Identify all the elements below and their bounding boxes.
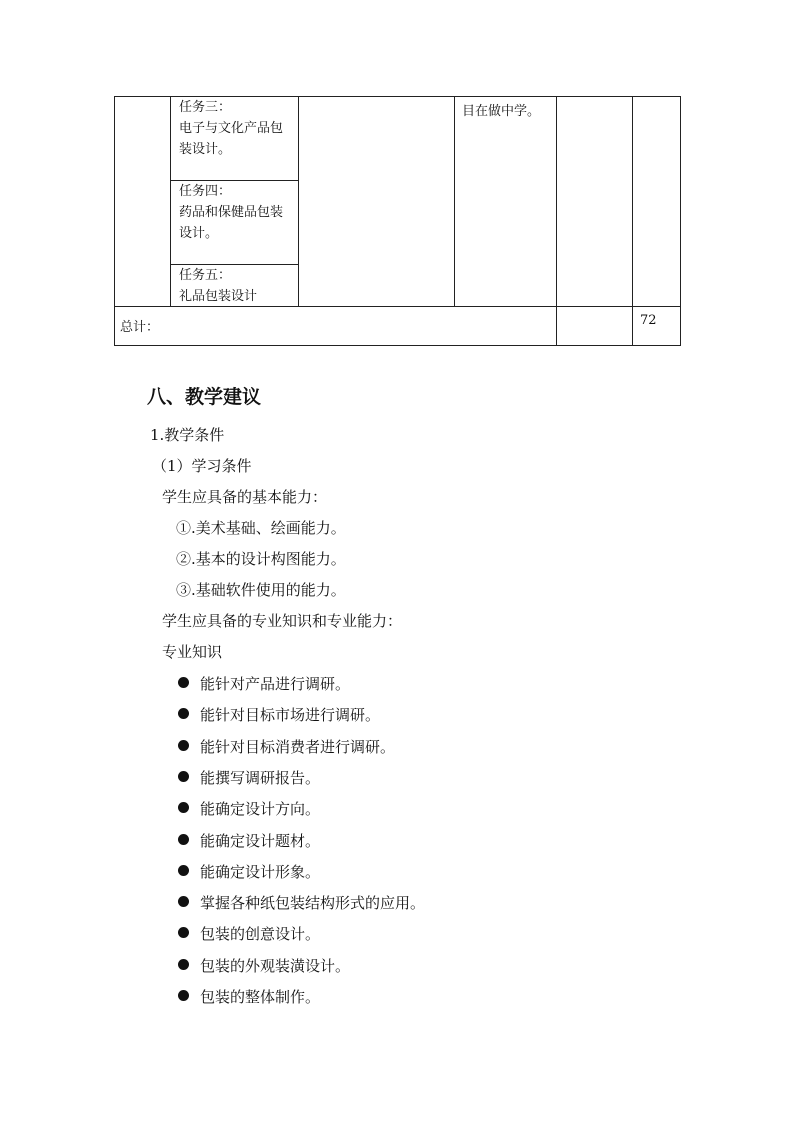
bullet-dot-icon bbox=[178, 896, 189, 907]
knowledge-bullet-item bbox=[178, 799, 320, 819]
method-note-cell: 目在做中学。 bbox=[462, 104, 541, 119]
subsubsection-title: （1）学习条件 bbox=[152, 457, 252, 475]
table-border-right bbox=[680, 96, 681, 346]
bullet-dot-icon bbox=[178, 927, 189, 938]
professional-label: 专业知识 bbox=[162, 643, 223, 661]
section-heading: 八、教学建议 bbox=[147, 386, 262, 408]
bullet-text: 包装的整体制作。 bbox=[200, 988, 321, 1006]
basic-ability-item: ①.美术基础、绘画能力。 bbox=[176, 519, 346, 537]
basic-ability-item: ②.基本的设计构图能力。 bbox=[176, 550, 346, 568]
bullet-text: 能确定设计方向。 bbox=[200, 800, 321, 819]
curriculum-table bbox=[114, 96, 681, 346]
table-col-divider bbox=[556, 96, 557, 346]
professional-intro: 学生应具备的专业知识和专业能力： bbox=[162, 612, 403, 630]
bullet-text: 包装的外观装潢设计。 bbox=[200, 956, 351, 975]
task-cell: 任务五： 礼品包装设计 bbox=[179, 268, 258, 304]
bullet-dot-icon bbox=[178, 802, 189, 813]
bullet-dot-icon bbox=[178, 740, 189, 751]
knowledge-bullet-item bbox=[178, 924, 320, 944]
bullet-text: 包装的创意设计。 bbox=[200, 925, 321, 944]
total-hours: 72 bbox=[640, 313, 657, 328]
bullet-text: 能撰写调研报告。 bbox=[200, 768, 321, 787]
bullet-dot-icon bbox=[178, 959, 189, 970]
bullet-text: 能针对目标市场进行调研。 bbox=[200, 706, 381, 725]
bullet-text: 能确定设计形象。 bbox=[200, 862, 321, 881]
table-border-bottom bbox=[114, 345, 681, 346]
table-border-left bbox=[114, 96, 115, 346]
knowledge-bullet-item bbox=[178, 737, 395, 757]
table-col-divider bbox=[632, 96, 633, 346]
bullet-dot-icon bbox=[178, 771, 189, 782]
bullet-dot-icon bbox=[178, 708, 189, 719]
bullet-text: 能确定设计题材。 bbox=[200, 831, 321, 850]
subsection-title: 1.教学条件 bbox=[150, 426, 225, 444]
total-label: 总计： bbox=[120, 320, 160, 335]
knowledge-bullet-item bbox=[178, 674, 350, 694]
knowledge-bullet-item bbox=[178, 768, 320, 788]
basic-ability-intro: 学生应具备的基本能力： bbox=[162, 488, 328, 506]
table-col-divider bbox=[170, 96, 171, 306]
knowledge-bullet-item bbox=[178, 862, 320, 882]
task-cell: 任务四： 药品和保健品包装 设计。 bbox=[179, 184, 284, 241]
knowledge-bullet-item bbox=[178, 831, 320, 851]
bullet-dot-icon bbox=[178, 865, 189, 876]
bullet-text: 能针对产品进行调研。 bbox=[200, 675, 351, 693]
basic-ability-item: ③.基础软件使用的能力。 bbox=[176, 581, 346, 599]
task-cell: 任务三： 电子与文化产品包 装设计。 bbox=[179, 100, 284, 157]
table-col-divider bbox=[298, 96, 299, 306]
table-col-divider bbox=[454, 96, 455, 306]
bullet-dot-icon bbox=[178, 834, 189, 845]
knowledge-bullet-item bbox=[178, 893, 425, 913]
bullet-dot-icon bbox=[178, 677, 189, 688]
bullet-dot-icon bbox=[178, 990, 189, 1001]
bullet-text: 能针对目标消费者进行调研。 bbox=[200, 737, 396, 756]
knowledge-bullet-item bbox=[178, 705, 380, 725]
knowledge-bullet-item bbox=[178, 956, 350, 976]
bullet-text: 掌握各种纸包装结构形式的应用。 bbox=[200, 894, 426, 913]
knowledge-bullet-item bbox=[178, 987, 320, 1007]
